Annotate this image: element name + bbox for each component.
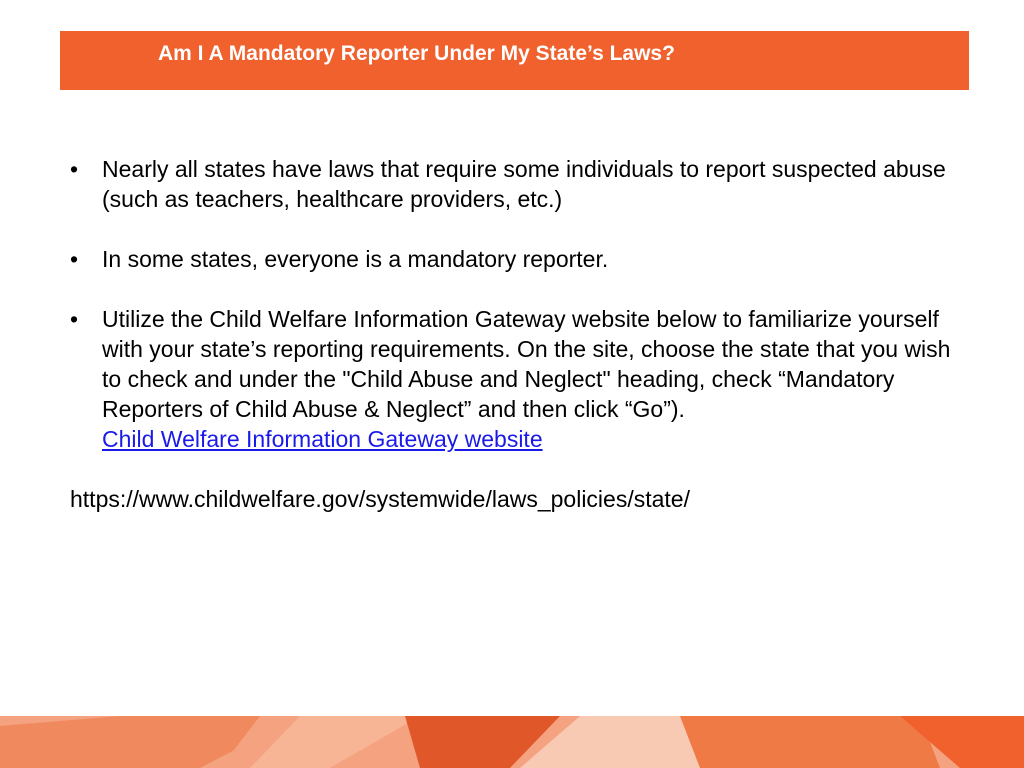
bullet-item [70,244,970,274]
bullet-text: In some states, everyone is a mandatory reporter. [102,246,609,272]
bullet-marker: • [70,306,79,332]
bullet-item [70,154,970,214]
slide-title: Am I A Mandatory Reporter Under My State’s Laws? [158,42,675,65]
bullet-text: Nearly all states have laws that require some individuals to report suspected abuse (such as teachers, healthcare providers, etc.) [102,156,946,212]
footer-shape [680,716,940,768]
gateway-website-link[interactable]: Child Welfare Information Gateway website [102,426,543,452]
bullet-marker: • [70,246,79,272]
bullet-marker: • [70,156,79,182]
bullet-text: Utilize the Child Welfare Information Gateway website below to familiarize yourself with your state’s reporting requirements. On the site, choose the state that you wish to check and under the "Child Abuse and Neglect" heading, check “Mandatory Reporters of Child Abuse & Neglect” and then click “Go”). [102,306,951,422]
slide-body [70,154,970,514]
title-bar [60,31,969,90]
url-text: https://www.childwelfare.gov/systemwide/laws_policies/state/ [70,486,690,512]
footer-decoration [0,716,1024,768]
bullet-item [70,304,970,454]
